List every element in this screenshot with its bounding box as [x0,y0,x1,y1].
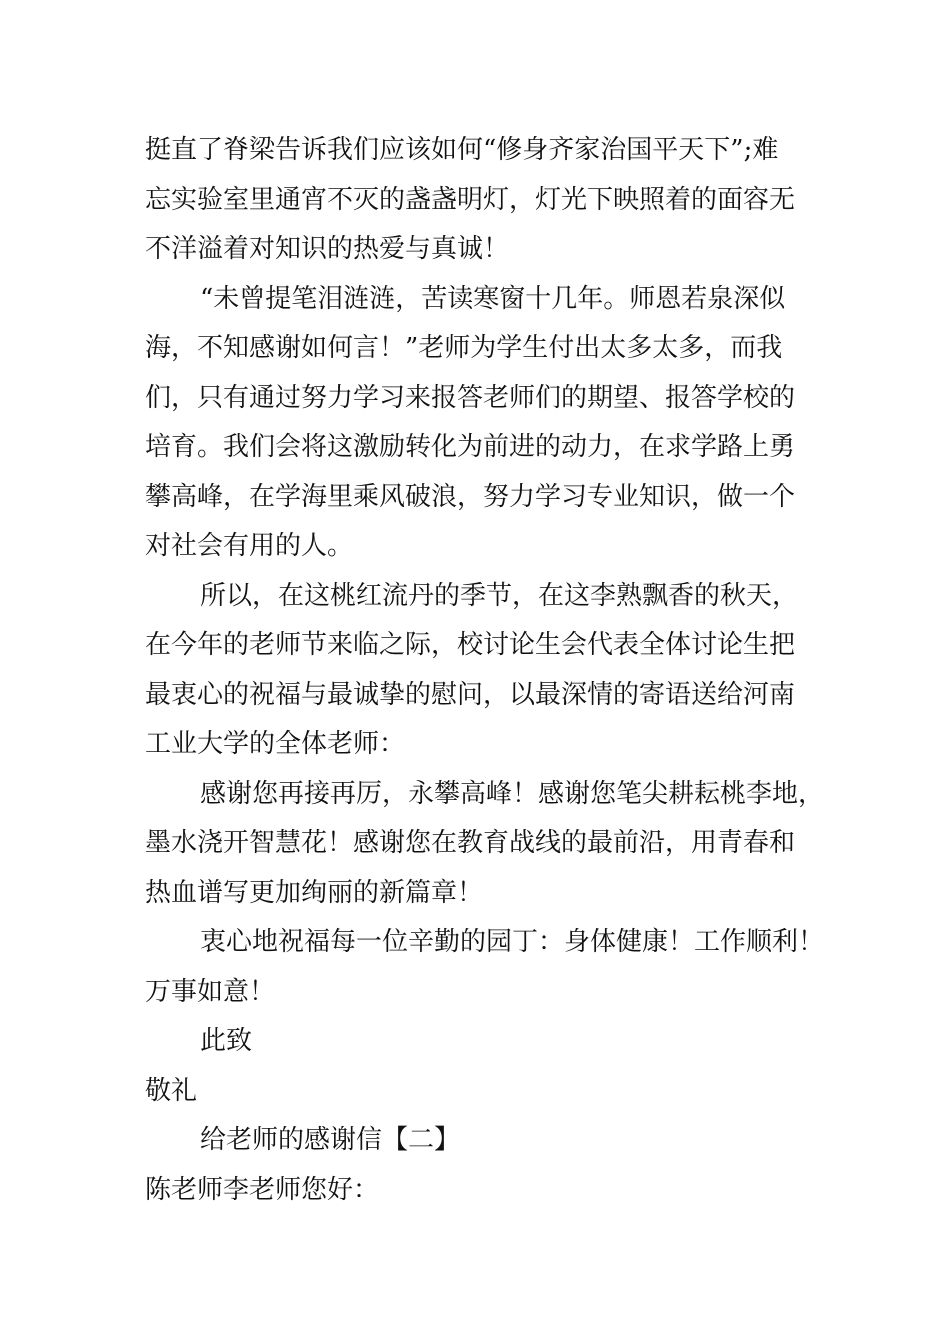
paragraph-start-line: 衷心地祝福每一位辛勤的园丁：身体健康！工作顺利！ [200,927,825,957]
text-line: 培育。我们会将这激励转化为前进的动力，在求学路上勇 [145,432,796,462]
text-line: 挺直了脊梁告诉我们应该如何“修身齐家治国平天下”;难 [145,135,779,165]
text-line: 万事如意！ [145,976,276,1007]
text-line: 们，只有通过努力学习来报答老师们的期望、报答学校的 [145,382,796,413]
section-title: 给老师的感谢信【二】 [200,1125,461,1155]
letter-body [145,126,825,1215]
text-line: 工业大学的全体老师： [145,729,406,759]
paragraph-start-line: “未曾提笔泪涟涟，苦读寒窗十几年。师恩若泉深似 [200,283,786,314]
text-line: 热血谱写更加绚丽的新篇章！ [145,877,484,908]
closing-regards: 敬礼 [145,1075,198,1106]
paragraph-start-line: 所以，在这桃红流丹的季节，在这李熟飘香的秋天， [200,580,799,611]
text-line: 在今年的老师节来临之际，校讨论生会代表全体讨论生把 [145,630,796,660]
text-line: 攀高峰，在学海里乘风破浪，努力学习专业知识，做一个 [145,481,796,512]
greeting-line: 陈老师李老师您好： [145,1174,380,1205]
text-line: 不洋溢着对知识的热爱与真诚！ [145,234,510,264]
text-line: 墨水浇开智慧花！感谢您在教育战线的最前沿，用青春和 [145,828,796,858]
text-line: 最衷心的祝福与最诚挚的慰问，以最深情的寄语送给河南 [145,679,796,710]
paragraph-start-line: 感谢您再接再厉，永攀高峰！感谢您笔尖耕耘桃李地， [200,778,825,809]
text-line: 海，不知感谢如何言！”老师为学生付出太多太多，而我 [145,333,783,363]
text-line: 对社会有用的人。 [145,531,354,561]
text-line: 忘实验室里通宵不灭的盏盏明灯，灯光下映照着的面容无 [145,184,796,215]
closing-salutation: 此致 [200,1026,253,1056]
